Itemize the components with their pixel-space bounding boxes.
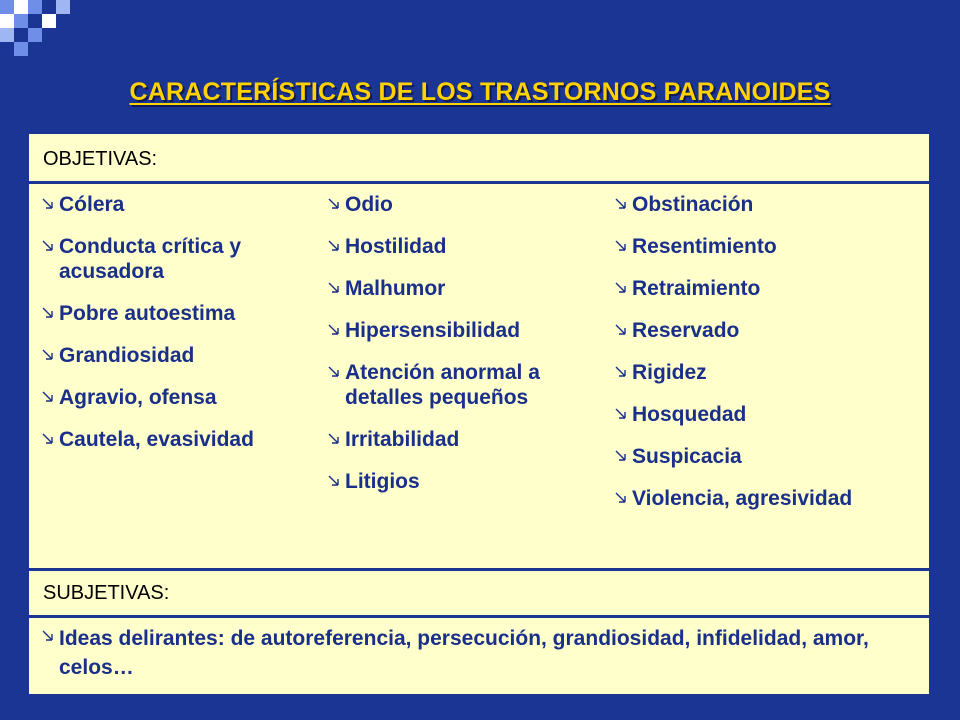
arrow-bullet-icon [41,628,55,646]
list-item: Irritabilidad [327,427,589,452]
list-item: Odio [327,192,589,217]
list-item: Obstinación [614,192,904,217]
list-item: Conducta crítica y acusadora [41,234,323,284]
arrow-bullet-icon [614,364,628,382]
arrow-bullet-icon [327,322,341,340]
arrow-bullet-icon [614,280,628,298]
objetivas-header [29,134,929,184]
list-item: Resentimiento [614,234,904,259]
arrow-bullet-icon [614,322,628,340]
list-item: Suspicacia [614,444,904,469]
list-item: Hosquedad [614,402,904,427]
subjetivas-label: SUBJETIVAS: [43,582,170,604]
list-item: Agravio, ofensa [41,385,323,410]
arrow-bullet-icon [614,448,628,466]
list-item: Cólera [41,192,323,217]
list-item: Violencia, agresividad [614,486,904,511]
subjetivas-header [29,568,929,618]
list-item: Reservado [614,318,904,343]
arrow-bullet-icon [327,431,341,449]
arrow-bullet-icon [41,347,55,365]
arrow-bullet-icon [327,196,341,214]
arrow-bullet-icon [327,280,341,298]
arrow-bullet-icon [41,389,55,407]
arrow-bullet-icon [327,238,341,256]
subjetivas-content [29,618,929,694]
list-item: Atención anormal a detalles pequeños [327,360,589,410]
list-item: Grandiosidad [41,343,323,368]
objetivas-column-3 [614,192,904,511]
arrow-bullet-icon [614,238,628,256]
arrow-bullet-icon [327,473,341,491]
arrow-bullet-icon [41,238,55,256]
arrow-bullet-icon [614,490,628,508]
subjetivas-item: Ideas delirantes: de autoreferencia, persecución, grandiosidad, infidelidad, amor, celos… [41,624,929,682]
arrow-bullet-icon [41,196,55,214]
list-item: Cautela, evasividad [41,427,323,452]
objetivas-label: OBJETIVAS: [43,148,158,170]
list-item: Retraimiento [614,276,904,301]
arrow-bullet-icon [327,364,341,382]
slide-title: CARACTERÍSTICAS DE LOS TRASTORNOS PARANOIDES [129,78,831,106]
list-item: Rigidez [614,360,904,385]
list-item: Litigios [327,469,589,494]
arrow-bullet-icon [614,196,628,214]
arrow-bullet-icon [41,431,55,449]
arrow-bullet-icon [41,305,55,323]
arrow-bullet-icon [614,406,628,424]
characteristics-table [29,134,929,694]
list-item: Hostilidad [327,234,589,259]
objetivas-column-2 [327,192,589,494]
list-item: Hipersensibilidad [327,318,589,343]
list-item: Pobre autoestima [41,301,323,326]
list-item: Malhumor [327,276,589,301]
objetivas-column-1 [41,192,323,452]
